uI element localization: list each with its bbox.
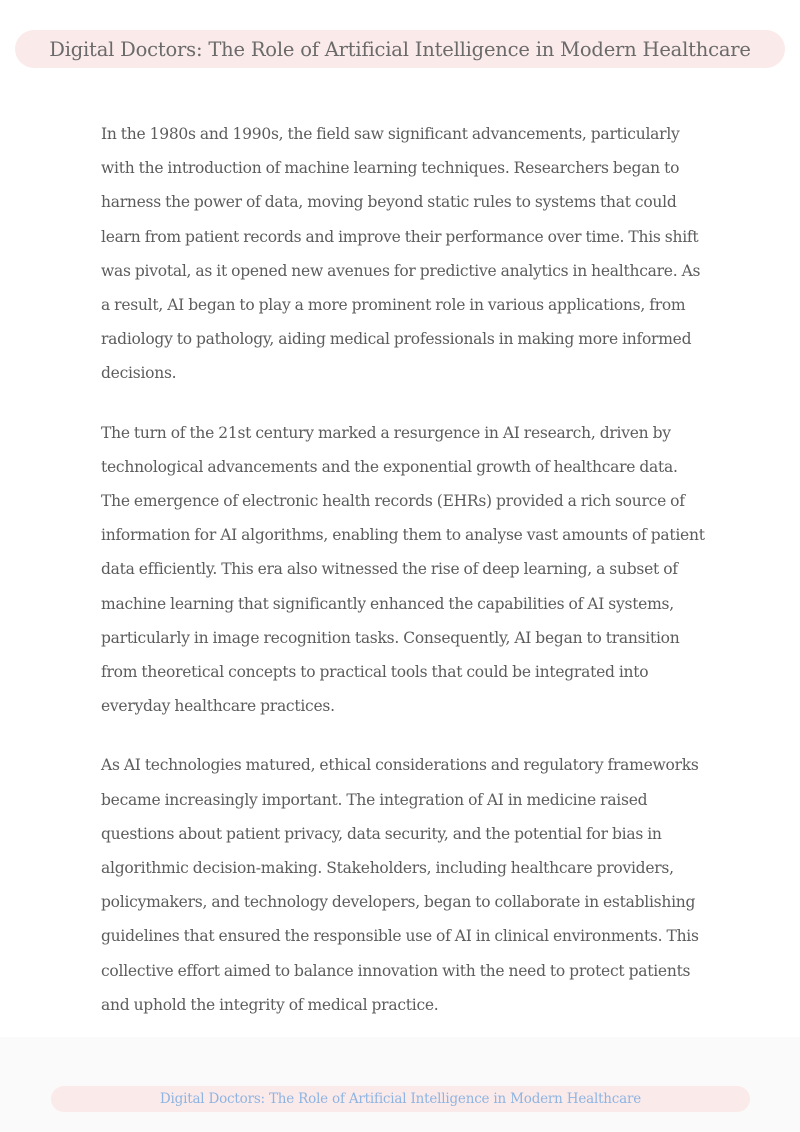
footer-band [0, 1037, 800, 1132]
paragraph-3: As AI technologies matured, ethical considerations and regulatory frameworks became increasingly important. The integration of AI in medicine raised questions about patient privacy, data security, and the potential for bias in algorithmic decision-making. Stakeholders, including healthcare providers, policymakers, and technology developers, began to collaborate in establishing guidelines that ensured the responsible use of AI in clinical environments. This collective effort aimed to balance innovation with the need to protect patients and uphold the integrity of medical practice. [101, 756, 699, 1014]
paragraph-2: The turn of the 21st century marked a resurgence in AI research, driven by technological advancements and the exponential growth of healthcare data. The emergence of electronic health records (EHRs) provided a rich source of information for AI algorithms, enabling them to analyse vast amounts of patient data efficiently. This era also witnessed the rise of deep learning, a subset of machine learning that significantly enhanced the capabilities of AI systems, particularly in image recognition tasks. Consequently, AI began to transition from theoretical concepts to practical tools that could be integrated into everyday healthcare practices. [101, 423, 705, 716]
article-body [101, 117, 706, 1047]
footer-title: Digital Doctors: The Role of Artificial Intelligence in Modern Healthcare [159, 1091, 642, 1107]
header-bar [15, 30, 785, 68]
page-title: Digital Doctors: The Role of Artificial Intelligence in Modern Healthcare [49, 37, 751, 61]
paragraph-1: In the 1980s and 1990s, the field saw significant advancements, particularly with the introduction of machine learning techniques. Researchers began to harness the power of data, moving beyond static rules to systems that could learn from patient records and improve their performance over time. This shift was pivotal, as it opened new avenues for predictive analytics in healthcare. As a result, AI began to play a more prominent role in various applications, from radiology to pathology, aiding medical professionals in making more informed decisions. [101, 125, 701, 383]
footer-bar [51, 1086, 750, 1112]
